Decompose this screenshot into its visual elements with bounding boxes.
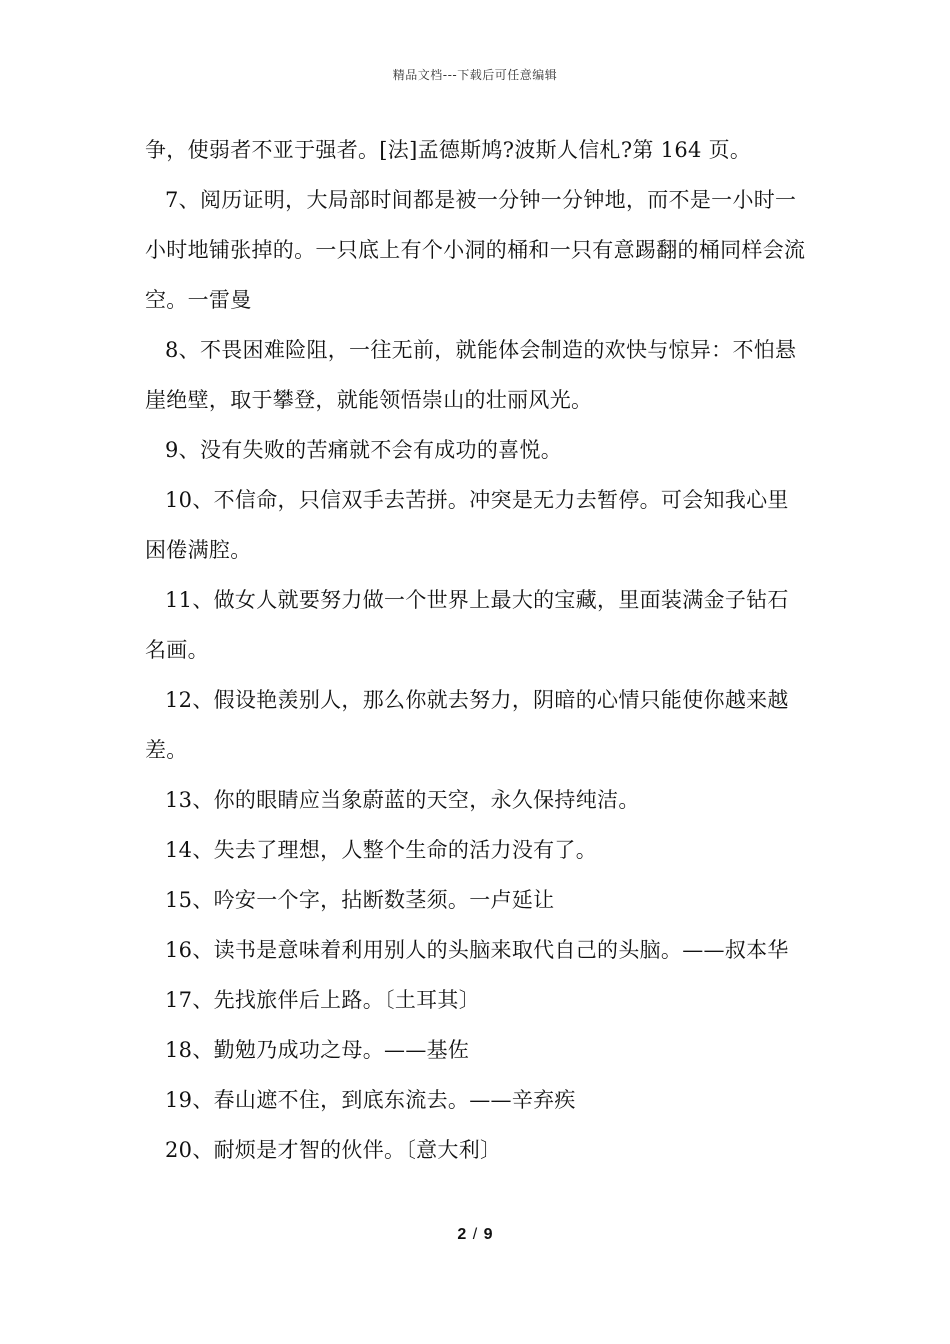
paragraph: 争，使弱者不亚于强者。[法]孟德斯鸠?波斯人信札?第 164 页。 [145,138,752,162]
paragraph: 9、没有失败的苦痛就不会有成功的喜悦。 [165,438,563,462]
paragraph: 14、失去了理想，人整个生命的活力没有了。 [165,838,598,862]
paragraph: 19、春山遮不住，到底东流去。——辛弃疾 [165,1088,576,1112]
paragraph: 7、阅历证明，大局部时间都是被一分钟一分钟地，而不是一小时一小时地铺张掉的。一只底上有个小洞的桶和一只有意踢翻的桶同样会流空。一雷曼 [145,188,806,312]
paragraph: 8、不畏困难险阻，一往无前，就能体会制造的欢快与惊异：不怕悬崖绝壁，取于攀登，就能领悟崇山的壮丽风光。 [145,338,797,412]
paragraph: 18、勤勉乃成功之母。——基佐 [165,1038,470,1062]
page-separator: / [472,1226,478,1243]
total-pages: 9 [483,1226,493,1243]
paragraph: 10、不信命，只信双手去苦拼。冲突是无力去暂停。可会知我心里困倦满腔。 [145,488,789,562]
page-header: 精品文档---下载后可任意编辑 [392,68,558,82]
paragraph: 15、吟安一个字，拈断数茎须。一卢延让 [165,888,555,912]
paragraph: 11、做女人就要努力做一个世界上最大的宝藏，里面装满金子钻石名画。 [145,588,789,662]
paragraph: 17、先找旅伴后上路。〔土耳其〕 [165,988,481,1012]
paragraph: 16、读书是意味着利用别人的头脑来取代自己的头脑。——叔本华 [165,938,789,962]
paragraph: 20、耐烦是才智的伙伴。〔意大利〕 [165,1138,502,1162]
document-body [145,125,810,1175]
paragraph: 12、假设艳羡别人，那么你就去努力，阴暗的心情只能使你越来越差。 [145,688,789,762]
page-number [0,1226,950,1244]
paragraph: 13、你的眼睛应当象蔚蓝的天空，永久保持纯洁。 [165,788,640,812]
current-page: 2 [457,1226,467,1243]
